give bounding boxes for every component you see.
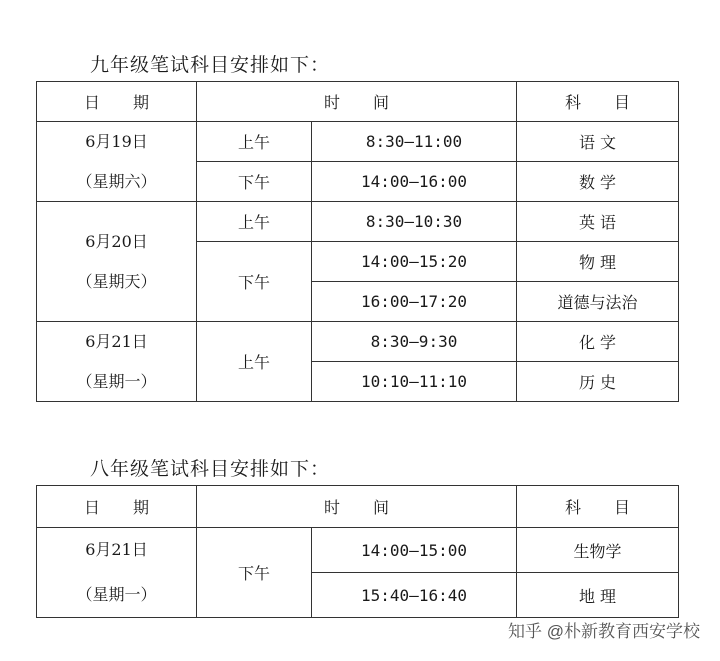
session-cell: 下午 <box>197 242 312 322</box>
header-date: 日 期 <box>37 486 197 528</box>
table-header-row <box>37 82 679 122</box>
subject-cell: 历 史 <box>517 362 679 402</box>
table-row <box>37 202 679 242</box>
subject-cell: 语 文 <box>517 122 679 162</box>
table-row <box>37 322 679 362</box>
grade8-heading: 八年级笔试科目安排如下： <box>90 458 331 480</box>
header-date: 日 期 <box>37 82 197 122</box>
grade8-schedule-table <box>36 485 679 618</box>
subject-cell: 化 学 <box>517 322 679 362</box>
time-cell: 8:30—9:30 <box>312 322 517 362</box>
time-cell: 10:10—11:10 <box>312 362 517 402</box>
time-cell: 15:40—16:40 <box>312 573 517 618</box>
time-cell: 14:00—16:00 <box>312 162 517 202</box>
header-time: 时 间 <box>197 486 517 528</box>
grade9-schedule-table <box>36 81 679 402</box>
subject-cell: 生物学 <box>517 528 679 573</box>
header-time: 时 间 <box>197 82 517 122</box>
session-cell: 上午 <box>197 322 312 402</box>
session-cell: 上午 <box>197 122 312 162</box>
table-row <box>37 528 679 573</box>
grade9-heading: 九年级笔试科目安排如下： <box>90 54 331 76</box>
date-text: 6月20日 <box>85 231 148 251</box>
table-row <box>37 122 679 162</box>
subject-cell: 地 理 <box>517 573 679 618</box>
weekday-text: （星期一） <box>76 371 157 391</box>
time-cell: 8:30—11:00 <box>312 122 517 162</box>
time-cell: 16:00—17:20 <box>312 282 517 322</box>
time-cell: 14:00—15:00 <box>312 528 517 573</box>
weekday-text: （星期一） <box>76 585 157 604</box>
header-subject: 科 目 <box>517 486 679 528</box>
session-cell: 上午 <box>197 202 312 242</box>
weekday-text: （星期天） <box>76 271 157 291</box>
subject-cell: 数 学 <box>517 162 679 202</box>
date-text: 6月19日 <box>85 131 148 151</box>
session-cell: 下午 <box>197 162 312 202</box>
time-cell: 8:30—10:30 <box>312 202 517 242</box>
subject-cell: 英 语 <box>517 202 679 242</box>
date-cell <box>37 122 197 202</box>
weekday-text: （星期六） <box>76 171 157 191</box>
date-cell <box>37 322 197 402</box>
watermark: 知乎 @朴新教育西安学校 <box>508 622 700 641</box>
session-cell: 下午 <box>197 528 312 618</box>
date-text: 6月21日 <box>85 331 148 351</box>
date-text: 6月21日 <box>85 540 148 559</box>
subject-cell: 道德与法治 <box>517 282 679 322</box>
header-subject: 科 目 <box>517 82 679 122</box>
time-cell: 14:00—15:20 <box>312 242 517 282</box>
subject-cell: 物 理 <box>517 242 679 282</box>
table-header-row <box>37 486 679 528</box>
date-cell <box>37 202 197 322</box>
date-cell <box>37 528 197 618</box>
